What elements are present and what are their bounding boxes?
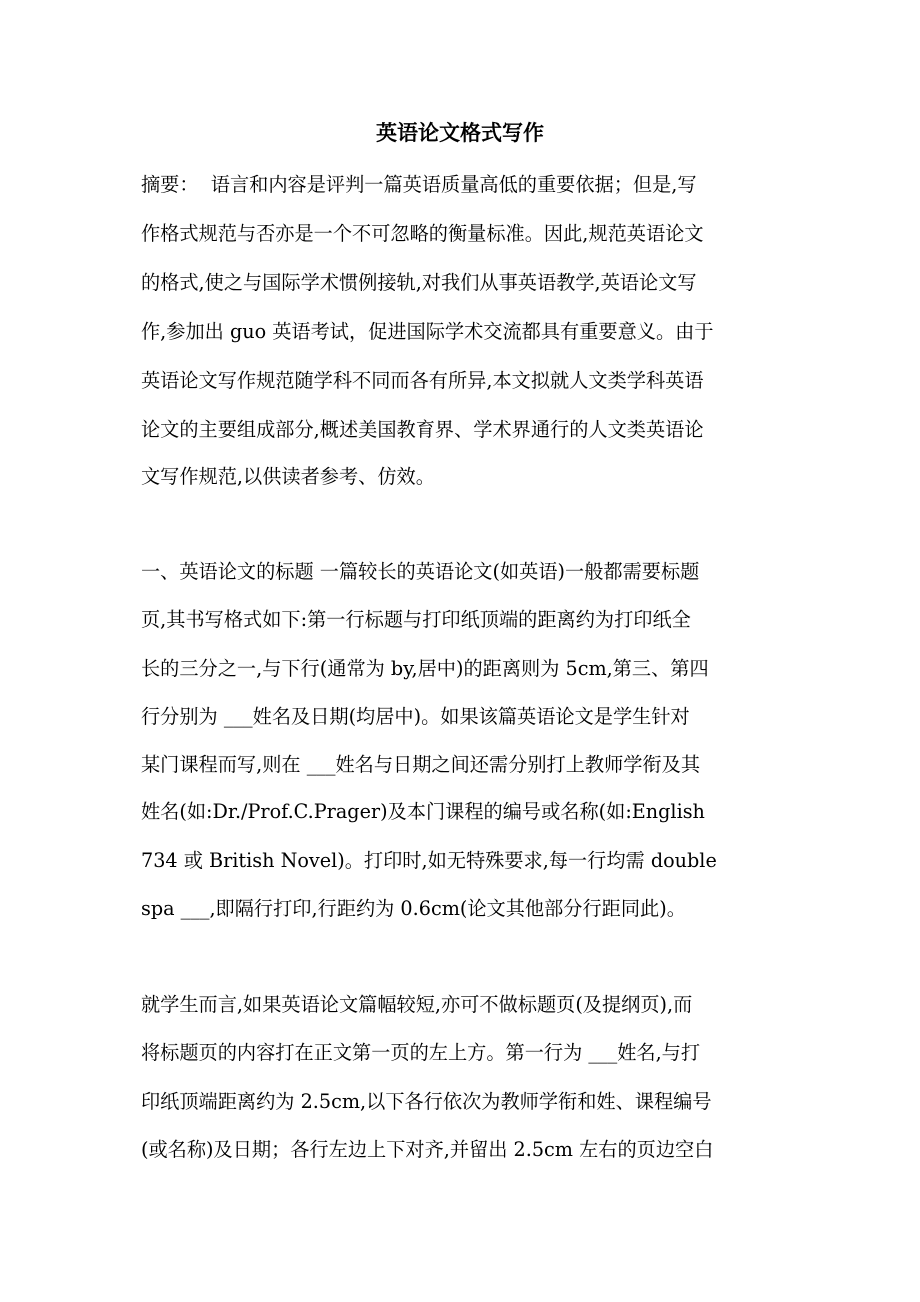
paragraph-line: 长的三分之一,与下行(通常为 by,居中)的距离则为 5cm,第三、第四 — [141, 657, 709, 680]
paragraph-line: 一、英语论文的标题 一篇较长的英语论文(如英语)一般都需要标题 — [141, 560, 700, 583]
paragraph-line: 论文的主要组成部分,概述美国教育界、学术界通行的人文类英语论 — [141, 418, 704, 441]
paragraph-line: 摘要： 语言和内容是评判一篇英语质量高低的重要依据；但是,写 — [141, 173, 697, 196]
paragraph-line: 印纸顶端距离约为 2.5cm,以下各行依次为教师学衔和姓、课程编号 — [141, 1090, 712, 1113]
paragraph-line: 将标题页的内容打在正文第一页的左上方。第一行为 ___姓名,与打 — [141, 1041, 701, 1064]
paragraph-line: spa ___,即隔行打印,行距约为 0.6cm(论文其他部分行距同此)。 — [141, 897, 686, 920]
paragraph-line: 姓名(如:Dr./Prof.C.Prager)及本门课程的编号或名称(如:English — [141, 800, 705, 823]
paragraph-line: 734 或 British Novel)。打印时,如无特殊要求,每一行均需 double — [141, 849, 717, 872]
paragraph-line: 文写作规范,以供读者参考、仿效。 — [141, 465, 435, 488]
paragraph-line: 就学生而言,如果英语论文篇幅较短,亦可不做标题页(及提纲页),而 — [141, 993, 693, 1016]
paragraph-line: 英语论文写作规范随学科不同而各有所异,本文拟就人文类学科英语 — [141, 369, 704, 392]
document-title: 英语论文格式写作 — [376, 120, 544, 145]
paragraph-line: (或名称)及日期；各行左边上下对齐,并留出 2.5cm 左右的页边空白 — [141, 1138, 714, 1161]
paragraph-line: 某门课程而写,则在 ___姓名与日期之间还需分别打上教师学衔及其 — [141, 753, 701, 776]
paragraph-line: 作,参加出 guo 英语考试，促进国际学术交流都具有重要意义。由于 — [141, 320, 714, 343]
paragraph-line: 的格式,使之与国际学术惯例接轨,对我们从事英语教学,英语论文写 — [141, 271, 697, 294]
paragraph-line: 作格式规范与否亦是一个不可忽略的衡量标准。因此,规范英语论文 — [141, 222, 704, 245]
paragraph-line: 行分别为 ___姓名及日期(均居中)。如果该篇英语论文是学生针对 — [141, 705, 690, 728]
paragraph-line: 页,其书写格式如下:第一行标题与打印纸顶端的距离约为打印纸全 — [141, 608, 691, 631]
